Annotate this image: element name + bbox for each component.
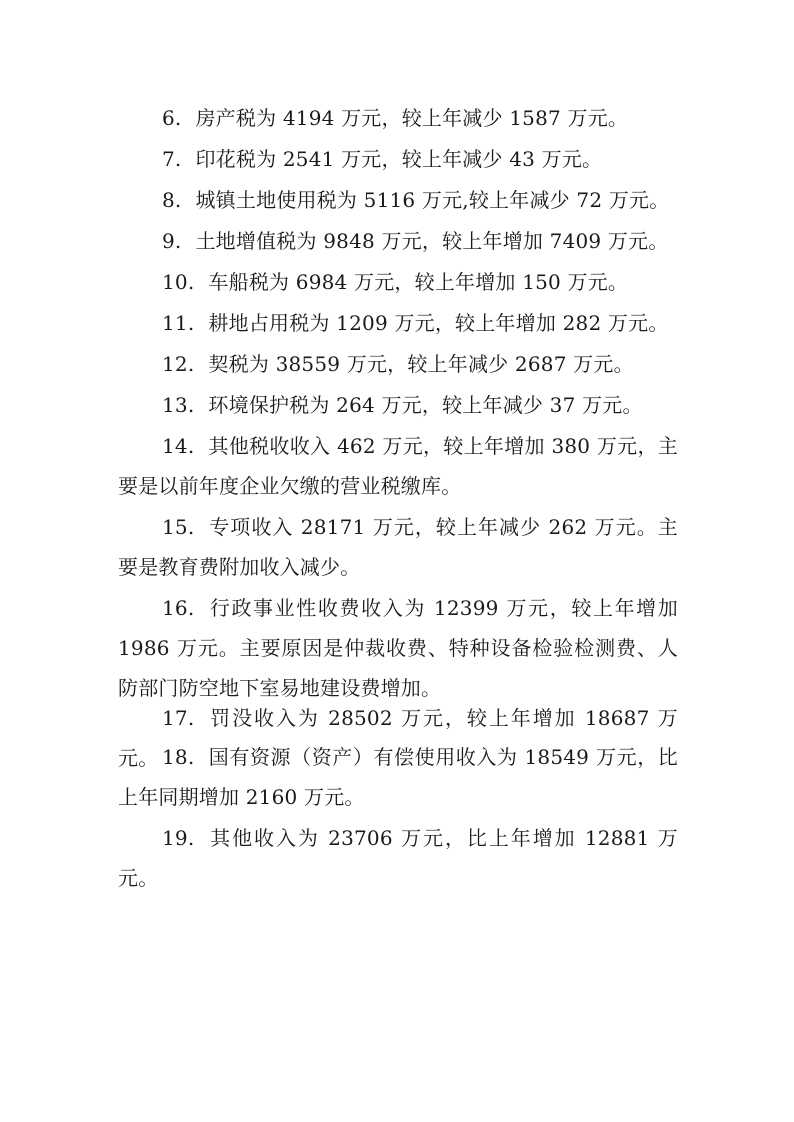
item-text: 契税为 38559 万元，较上年减少 2687 万元。 (208, 352, 634, 376)
item-text: 罚没收入为 28502 万元，较上年增加 18687 万元。 (118, 706, 678, 770)
item-text: 耕地占用税为 1209 万元，较上年增加 282 万元。 (208, 311, 669, 335)
item-text: 城镇土地使用税为 5116 万元,较上年减少 72 万元。 (195, 188, 670, 212)
item-number: 19. (162, 826, 195, 850)
list-item (118, 221, 678, 261)
list-item (118, 737, 678, 817)
list-item (118, 344, 678, 384)
item-text: 专项收入 28171 万元，较上年减少 262 万元。主要是教育费附加收入减少。 (118, 515, 678, 579)
list-item (118, 139, 678, 179)
item-number: 11. (162, 311, 195, 335)
item-text: 国有资源（资产）有偿使用收入为 18549 万元，比上年同期增加 2160 万元。 (118, 745, 678, 809)
list-item (118, 588, 678, 708)
item-number: 12. (162, 352, 195, 376)
list-item (118, 180, 678, 220)
item-text: 其他税收收入 462 万元，较上年增加 380 万元，主要是以前年度企业欠缴的营业税缴库。 (118, 434, 678, 498)
list-item (118, 303, 678, 343)
item-number: 14. (162, 434, 195, 458)
item-number: 18. (162, 745, 195, 769)
list-item (118, 818, 678, 898)
item-number: 13. (162, 393, 195, 417)
item-text: 房产税为 4194 万元，较上年减少 1587 万元。 (195, 106, 629, 130)
item-number: 10. (162, 270, 195, 294)
item-number: 17. (162, 706, 195, 730)
item-number: 15. (162, 515, 195, 539)
item-text: 印花税为 2541 万元，较上年减少 43 万元。 (195, 147, 603, 171)
list-item (118, 507, 678, 587)
item-text: 土地增值税为 9848 万元，较上年增加 7409 万元。 (195, 229, 669, 253)
item-number: 6. (162, 106, 182, 130)
list-item (118, 426, 678, 506)
item-text: 环境保护税为 264 万元，较上年减少 37 万元。 (208, 393, 643, 417)
item-number: 8. (162, 188, 182, 212)
item-number: 7. (162, 147, 182, 171)
item-number: 9. (162, 229, 182, 253)
list-item (118, 98, 678, 138)
item-text: 其他收入为 23706 万元，比上年增加 12881 万元。 (118, 826, 678, 890)
item-text: 行政事业性收费收入为 12399 万元，较上年增加 1986 万元。主要原因是仲裁收费、特种设备检验检测费、人防部门防空地下室易地建设费增加。 (118, 596, 678, 700)
item-number: 16. (162, 596, 195, 620)
list-item (118, 262, 678, 302)
list-item (118, 385, 678, 425)
item-text: 车船税为 6984 万元，较上年增加 150 万元。 (208, 270, 629, 294)
